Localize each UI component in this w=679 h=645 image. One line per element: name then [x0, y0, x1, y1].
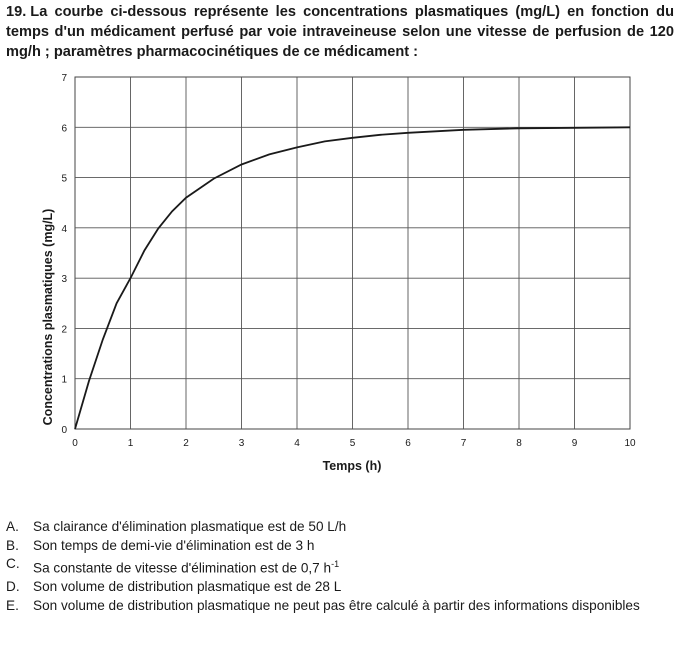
question-stem [6, 2, 674, 62]
concentration-time-chart [0, 64, 679, 484]
chart-grid [75, 77, 630, 429]
x-tick-label: 7 [460, 438, 467, 449]
y-tick-label: 6 [61, 123, 67, 135]
x-tick-label: 0 [72, 438, 78, 449]
answer-text: Sa constante de vitesse d'élimination est de 0,7 $h^{-1}$ [33, 559, 340, 576]
y-tick-label: 0 [61, 425, 67, 436]
x-tick-label: 2 [183, 438, 189, 449]
y-tick-label: 5 [61, 173, 67, 185]
question-text: La courbe ci-dessous représente les concentrations plasmatiques (mg/L) en fonction du temps d'un médicament perfusé par voie intraveineuse selon une vitesse de perfusion de 120 mg/h ; paramètres pharmacocinétiques de ce médicament : [6, 4, 674, 60]
answer-option [6, 555, 674, 578]
x-tick-label: 8 [516, 438, 522, 449]
answer-letter: D. [6, 579, 20, 595]
answer-letter: B. [6, 537, 19, 553]
y-tick-label: 7 [61, 73, 67, 84]
answer-text: Son volume de distribution plasmatique est de 28 L [33, 579, 342, 595]
x-tick-label: 10 [624, 438, 636, 449]
y-tick-label: 3 [61, 274, 67, 286]
y-tick-labels [61, 73, 67, 436]
x-tick-labels [72, 438, 636, 449]
x-tick-label: 5 [349, 438, 356, 449]
answer-text: Son temps de demi-vie d'élimination est de 3 h [33, 537, 315, 553]
x-axis-title: Temps (h) [322, 459, 382, 473]
answer-letter: C. [6, 556, 20, 571]
answer-text: Son volume de distribution plasmatique ne peut pas être calculé à partir des informations disponibles [33, 597, 640, 613]
x-tick-label: 3 [238, 438, 245, 449]
y-tick-label: 1 [61, 374, 67, 386]
answer-option [6, 518, 674, 537]
y-tick-label: 4 [61, 223, 67, 235]
x-tick-label: 6 [405, 438, 411, 449]
x-tick-label: 1 [127, 438, 134, 449]
y-axis-title: Concentrations plasmatiques (mg/L) [41, 208, 55, 426]
x-tick-label: 4 [294, 438, 300, 449]
answer-options [6, 518, 674, 615]
answer-text: Sa clairance d'élimination plasmatique est de 50 L/h [33, 519, 347, 534]
question-number: 19. [6, 4, 27, 20]
answer-option [6, 597, 674, 616]
x-tick-label: 9 [571, 438, 578, 449]
answer-option [6, 537, 674, 556]
answer-letter: A. [6, 519, 19, 534]
answer-superscript: -1 [331, 559, 340, 569]
answer-option [6, 578, 674, 597]
answer-letter: E. [6, 597, 19, 613]
y-tick-label: 2 [61, 324, 67, 336]
